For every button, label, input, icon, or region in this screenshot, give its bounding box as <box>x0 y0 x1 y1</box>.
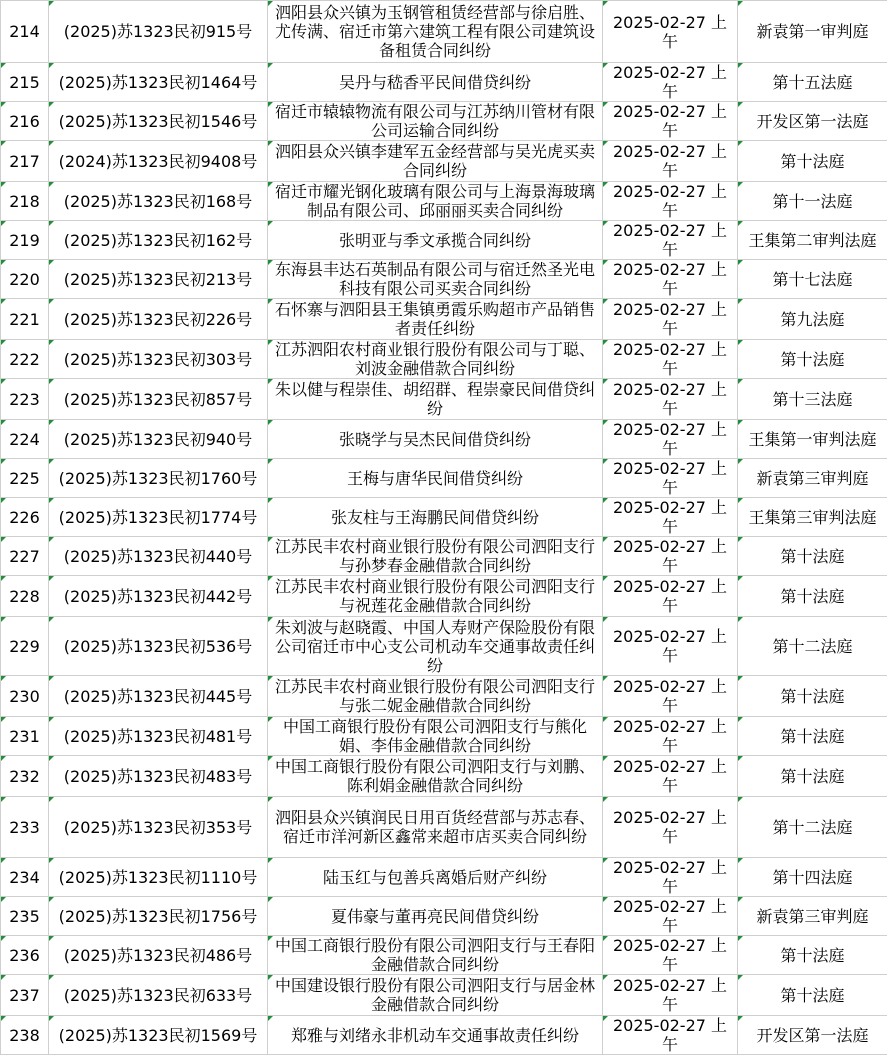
case-number-cell[interactable]: (2025)苏1323民初445号 <box>49 676 268 717</box>
courtroom-cell[interactable]: 第十七法庭 <box>738 260 887 299</box>
table-row[interactable] <box>1 756 887 797</box>
case-title-cell[interactable]: 中国工商银行股份有限公司泗阳支行与刘鹏、陈利娟金融借款合同纠纷 <box>268 756 603 797</box>
row-number-cell[interactable]: 219 <box>1 221 49 260</box>
hearing-date-cell[interactable]: 2025-02-27 上午 <box>603 897 738 936</box>
courtroom-cell[interactable]: 王集第一审判法庭 <box>738 420 887 459</box>
courtroom-cell[interactable]: 第十法庭 <box>738 340 887 379</box>
case-number-cell[interactable]: (2025)苏1323民初1569号 <box>49 1016 268 1055</box>
case-number-cell[interactable]: (2025)苏1323民初303号 <box>49 340 268 379</box>
courtroom-cell[interactable]: 第十法庭 <box>738 936 887 975</box>
case-title-cell[interactable]: 陆玉红与包善兵离婚后财产纠纷 <box>268 858 603 897</box>
table-row[interactable] <box>1 1 887 63</box>
row-number-cell[interactable]: 227 <box>1 537 49 576</box>
courtroom-cell[interactable]: 第十二法庭 <box>738 797 887 858</box>
courtroom-cell[interactable]: 开发区第一法庭 <box>738 102 887 141</box>
row-number-cell[interactable]: 217 <box>1 141 49 182</box>
table-row[interactable] <box>1 459 887 498</box>
case-number-cell[interactable]: (2025)苏1323民初915号 <box>49 1 268 63</box>
row-number-cell[interactable]: 229 <box>1 617 49 676</box>
row-number-cell[interactable]: 226 <box>1 498 49 537</box>
courtroom-cell[interactable]: 新袁第一审判庭 <box>738 1 887 63</box>
case-number-cell[interactable]: (2025)苏1323民初1774号 <box>49 498 268 537</box>
table-row[interactable] <box>1 1016 887 1055</box>
courtroom-cell[interactable]: 第十三法庭 <box>738 379 887 420</box>
table-row[interactable] <box>1 717 887 756</box>
case-title-cell[interactable]: 朱以健与程崇佳、胡绍群、程崇豪民间借贷纠纷 <box>268 379 603 420</box>
row-number-cell[interactable]: 235 <box>1 897 49 936</box>
case-number-cell[interactable]: (2025)苏1323民初353号 <box>49 797 268 858</box>
row-number-cell[interactable]: 225 <box>1 459 49 498</box>
table-row[interactable] <box>1 63 887 102</box>
row-number-cell[interactable]: 231 <box>1 717 49 756</box>
case-number-cell[interactable]: (2025)苏1323民初1464号 <box>49 63 268 102</box>
row-number-cell[interactable]: 224 <box>1 420 49 459</box>
table-row[interactable] <box>1 975 887 1016</box>
table-row[interactable] <box>1 498 887 537</box>
case-number-cell[interactable]: (2025)苏1323民初481号 <box>49 717 268 756</box>
hearing-date-cell[interactable]: 2025-02-27 上午 <box>603 756 738 797</box>
case-title-cell[interactable]: 泗阳县众兴镇为玉钢管租赁经营部与徐启胜、尤传满、宿迁市第六建筑工程有限公司建筑设备租赁合同纠纷 <box>268 1 603 63</box>
case-title-cell[interactable]: 江苏民丰农村商业银行股份有限公司泗阳支行与祝莲花金融借款合同纠纷 <box>268 576 603 617</box>
hearing-date-cell[interactable]: 2025-02-27 上午 <box>603 676 738 717</box>
case-title-cell[interactable]: 泗阳县众兴镇润民日用百货经营部与苏志春、宿迁市洋河新区鑫常来超市店买卖合同纠纷 <box>268 797 603 858</box>
case-number-cell[interactable]: (2025)苏1323民初226号 <box>49 299 268 340</box>
case-number-cell[interactable]: (2025)苏1323民初633号 <box>49 975 268 1016</box>
row-number-cell[interactable]: 230 <box>1 676 49 717</box>
case-number-cell[interactable]: (2025)苏1323民初1760号 <box>49 459 268 498</box>
hearing-date-cell[interactable]: 2025-02-27 上午 <box>603 340 738 379</box>
hearing-date-cell[interactable]: 2025-02-27 上午 <box>603 260 738 299</box>
courtroom-cell[interactable]: 第十法庭 <box>738 676 887 717</box>
row-number-cell[interactable]: 214 <box>1 1 49 63</box>
case-title-cell[interactable]: 张晓学与吴杰民间借贷纠纷 <box>268 420 603 459</box>
row-number-cell[interactable]: 237 <box>1 975 49 1016</box>
courtroom-cell[interactable]: 第十法庭 <box>738 717 887 756</box>
hearing-date-cell[interactable]: 2025-02-27 上午 <box>603 975 738 1016</box>
case-number-cell[interactable]: (2025)苏1323民初857号 <box>49 379 268 420</box>
hearing-date-cell[interactable]: 2025-02-27 上午 <box>603 63 738 102</box>
row-number-cell[interactable]: 232 <box>1 756 49 797</box>
table-row[interactable] <box>1 221 887 260</box>
hearing-date-cell[interactable]: 2025-02-27 上午 <box>603 617 738 676</box>
courtroom-cell[interactable]: 第十一法庭 <box>738 182 887 221</box>
hearing-date-cell[interactable]: 2025-02-27 上午 <box>603 182 738 221</box>
row-number-cell[interactable]: 222 <box>1 340 49 379</box>
row-number-cell[interactable]: 221 <box>1 299 49 340</box>
case-number-cell[interactable]: (2025)苏1323民初536号 <box>49 617 268 676</box>
case-number-cell[interactable]: (2025)苏1323民初940号 <box>49 420 268 459</box>
hearing-date-cell[interactable]: 2025-02-27 上午 <box>603 537 738 576</box>
courtroom-cell[interactable]: 王集第二审判法庭 <box>738 221 887 260</box>
case-title-cell[interactable]: 中国建设银行股份有限公司泗阳支行与居金林金融借款合同纠纷 <box>268 975 603 1016</box>
table-row[interactable] <box>1 299 887 340</box>
hearing-date-cell[interactable]: 2025-02-27 上午 <box>603 141 738 182</box>
table-row[interactable] <box>1 141 887 182</box>
table-row[interactable] <box>1 182 887 221</box>
courtroom-cell[interactable]: 新袁第三审判庭 <box>738 459 887 498</box>
case-number-cell[interactable]: (2024)苏1323民初9408号 <box>49 141 268 182</box>
case-title-cell[interactable]: 江苏民丰农村商业银行股份有限公司泗阳支行与孙梦春金融借款合同纠纷 <box>268 537 603 576</box>
case-number-cell[interactable]: (2025)苏1323民初1756号 <box>49 897 268 936</box>
hearing-date-cell[interactable]: 2025-02-27 上午 <box>603 459 738 498</box>
hearing-date-cell[interactable]: 2025-02-27 上午 <box>603 379 738 420</box>
row-number-cell[interactable]: 233 <box>1 797 49 858</box>
case-title-cell[interactable]: 江苏泗阳农村商业银行股份有限公司与丁聪、刘波金融借款合同纠纷 <box>268 340 603 379</box>
courtroom-cell[interactable]: 新袁第三审判庭 <box>738 897 887 936</box>
case-title-cell[interactable]: 郑雅与刘绪永非机动车交通事故责任纠纷 <box>268 1016 603 1055</box>
row-number-cell[interactable]: 236 <box>1 936 49 975</box>
row-number-cell[interactable]: 216 <box>1 102 49 141</box>
courtroom-cell[interactable]: 王集第三审判法庭 <box>738 498 887 537</box>
table-body <box>1 1 887 1055</box>
table-row[interactable] <box>1 797 887 858</box>
case-number-cell[interactable]: (2025)苏1323民初213号 <box>49 260 268 299</box>
row-number-cell[interactable]: 223 <box>1 379 49 420</box>
case-number-cell[interactable]: (2025)苏1323民初162号 <box>49 221 268 260</box>
table-row[interactable] <box>1 102 887 141</box>
table-row[interactable] <box>1 858 887 897</box>
table-row[interactable] <box>1 537 887 576</box>
case-title-cell[interactable]: 张友柱与王海鹏民间借贷纠纷 <box>268 498 603 537</box>
row-number-cell[interactable]: 220 <box>1 260 49 299</box>
hearing-date-cell[interactable]: 2025-02-27 上午 <box>603 420 738 459</box>
table-row[interactable] <box>1 576 887 617</box>
case-number-cell[interactable]: (2025)苏1323民初1110号 <box>49 858 268 897</box>
case-title-cell[interactable]: 夏伟豪与董再亮民间借贷纠纷 <box>268 897 603 936</box>
case-number-cell[interactable]: (2025)苏1323民初483号 <box>49 756 268 797</box>
case-title-cell[interactable]: 泗阳县众兴镇李建军五金经营部与吴光虎买卖合同纠纷 <box>268 141 603 182</box>
courtroom-cell[interactable]: 第十法庭 <box>738 141 887 182</box>
courtroom-cell[interactable]: 第十五法庭 <box>738 63 887 102</box>
hearing-date-cell[interactable]: 2025-02-27 上午 <box>603 717 738 756</box>
row-number-cell[interactable]: 215 <box>1 63 49 102</box>
table-row[interactable] <box>1 420 887 459</box>
courtroom-cell[interactable]: 第九法庭 <box>738 299 887 340</box>
table-row[interactable] <box>1 897 887 936</box>
case-number-cell[interactable]: (2025)苏1323民初1546号 <box>49 102 268 141</box>
table-row[interactable] <box>1 617 887 676</box>
case-title-cell[interactable]: 王梅与唐华民间借贷纠纷 <box>268 459 603 498</box>
row-number-cell[interactable]: 238 <box>1 1016 49 1055</box>
courtroom-cell[interactable]: 第十法庭 <box>738 756 887 797</box>
case-title-cell[interactable]: 宿迁市辕辕物流有限公司与江苏纳川管材有限公司运输合同纠纷 <box>268 102 603 141</box>
case-title-cell[interactable]: 宿迁市耀光钢化玻璃有限公司与上海景海玻璃制品有限公司、邱丽丽买卖合同纠纷 <box>268 182 603 221</box>
row-number-cell[interactable]: 228 <box>1 576 49 617</box>
table-row[interactable] <box>1 936 887 975</box>
hearing-date-cell[interactable]: 2025-02-27 上午 <box>603 1016 738 1055</box>
table-row[interactable] <box>1 379 887 420</box>
table-row[interactable] <box>1 676 887 717</box>
courtroom-cell[interactable]: 第十二法庭 <box>738 617 887 676</box>
row-number-cell[interactable]: 234 <box>1 858 49 897</box>
courtroom-cell[interactable]: 第十法庭 <box>738 537 887 576</box>
courtroom-cell[interactable]: 第十法庭 <box>738 576 887 617</box>
hearing-date-cell[interactable]: 2025-02-27 上午 <box>603 797 738 858</box>
hearing-date-cell[interactable]: 2025-02-27 上午 <box>603 102 738 141</box>
case-number-cell[interactable]: (2025)苏1323民初168号 <box>49 182 268 221</box>
hearing-date-cell[interactable]: 2025-02-27 上午 <box>603 576 738 617</box>
case-title-cell[interactable]: 吴丹与嵇香平民间借贷纠纷 <box>268 63 603 102</box>
hearing-date-cell[interactable]: 2025-02-27 上午 <box>603 1 738 63</box>
case-number-cell[interactable]: (2025)苏1323民初486号 <box>49 936 268 975</box>
table-row[interactable] <box>1 340 887 379</box>
hearing-date-cell[interactable]: 2025-02-27 上午 <box>603 498 738 537</box>
case-number-cell[interactable]: (2025)苏1323民初440号 <box>49 537 268 576</box>
hearing-date-cell[interactable]: 2025-02-27 上午 <box>603 936 738 975</box>
case-title-cell[interactable]: 中国工商银行股份有限公司泗阳支行与熊化娟、李伟金融借款合同纠纷 <box>268 717 603 756</box>
table-row[interactable] <box>1 260 887 299</box>
courtroom-cell[interactable]: 第十法庭 <box>738 975 887 1016</box>
case-title-cell[interactable]: 中国工商银行股份有限公司泗阳支行与王春阳金融借款合同纠纷 <box>268 936 603 975</box>
case-title-cell[interactable]: 东海县丰达石英制品有限公司与宿迁然圣光电科技有限公司买卖合同纠纷 <box>268 260 603 299</box>
case-number-cell[interactable]: (2025)苏1323民初442号 <box>49 576 268 617</box>
case-title-cell[interactable]: 朱刘波与赵晓霞、中国人寿财产保险股份有限公司宿迁市中心支公司机动车交通事故责任纠纷 <box>268 617 603 676</box>
hearing-date-cell[interactable]: 2025-02-27 上午 <box>603 299 738 340</box>
courtroom-cell[interactable]: 第十四法庭 <box>738 858 887 897</box>
case-title-cell[interactable]: 石怀寨与泗阳县王集镇勇霞乐购超市产品销售者责任纠纷 <box>268 299 603 340</box>
row-number-cell[interactable]: 218 <box>1 182 49 221</box>
hearing-date-cell[interactable]: 2025-02-27 上午 <box>603 221 738 260</box>
courtroom-cell[interactable]: 开发区第一法庭 <box>738 1016 887 1055</box>
case-title-cell[interactable]: 张明亚与季文承揽合同纠纷 <box>268 221 603 260</box>
case-title-cell[interactable]: 江苏民丰农村商业银行股份有限公司泗阳支行与张二妮金融借款合同纠纷 <box>268 676 603 717</box>
hearing-date-cell[interactable]: 2025-02-27 上午 <box>603 858 738 897</box>
